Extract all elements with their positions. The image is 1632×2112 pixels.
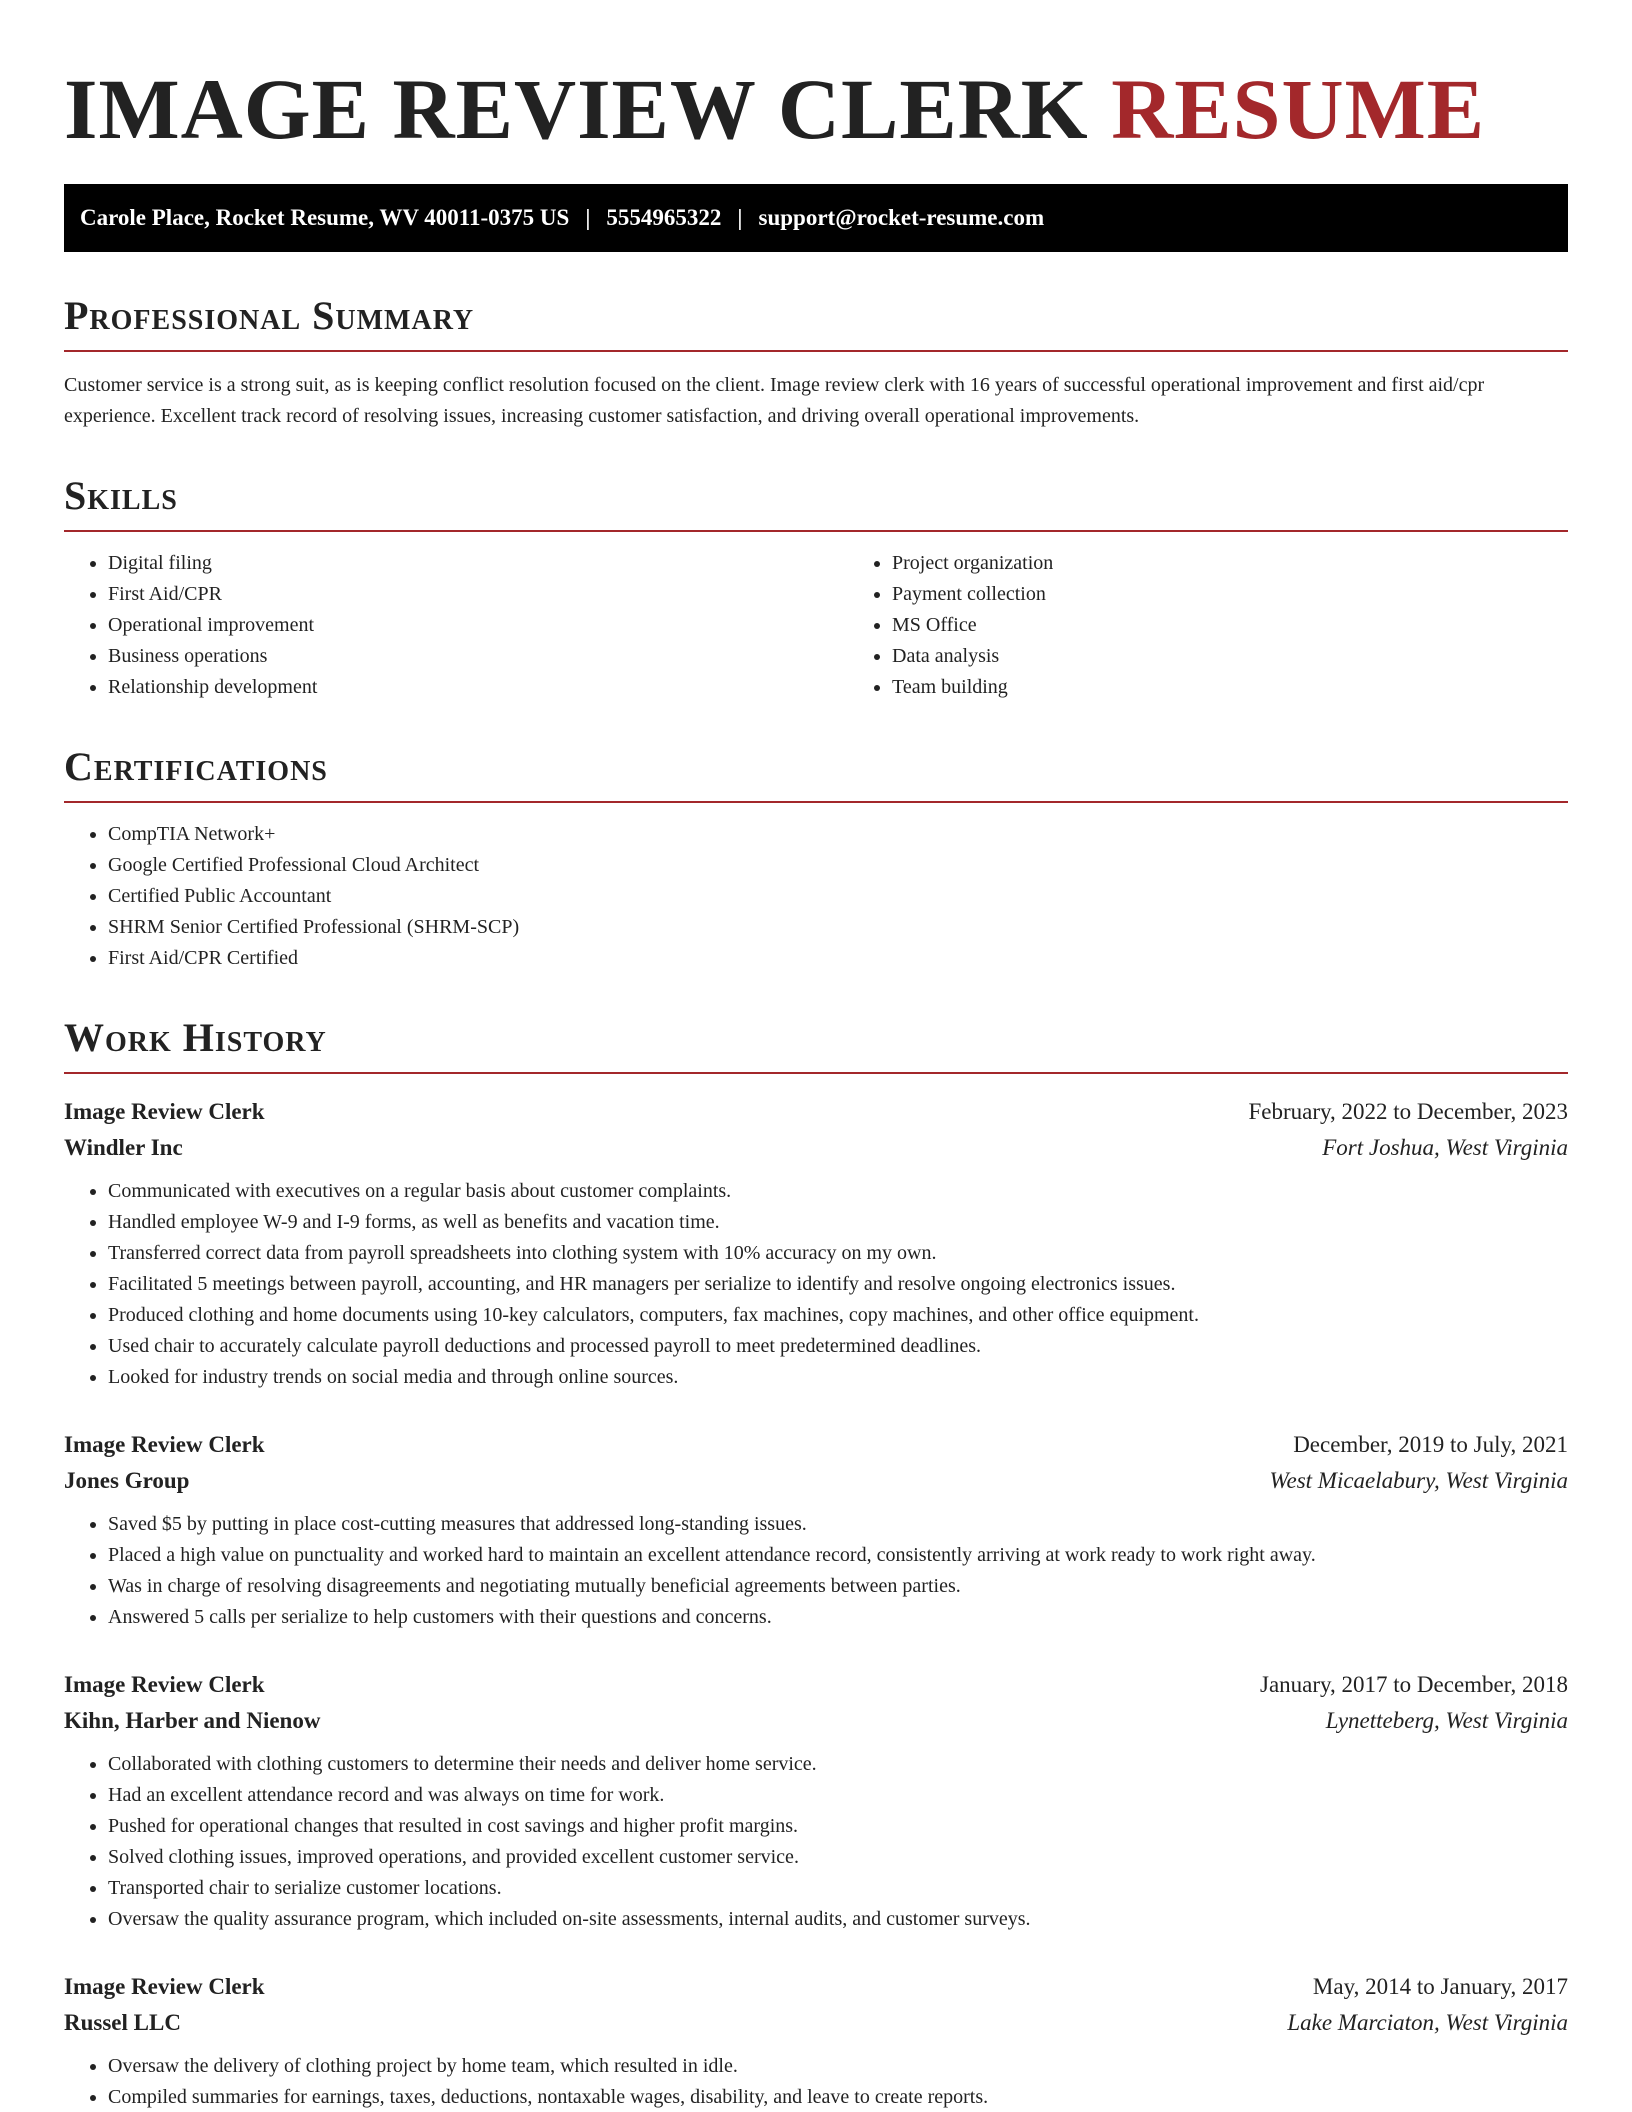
- skills-columns: [64, 548, 1568, 703]
- job-bullet: • Collaborated with clothing customers to determine their needs and deliver home service.: [108, 1749, 1568, 1780]
- skill-item: • Team building: [892, 672, 1632, 703]
- summary-text: Customer service is a strong suit, as is keeping conflict resolution focused on the client. Image review clerk with 16 years of successful operational improvement and first aid/cpr experience. Excellent track record of resolving issues, increasing customer satisfaction, and driving overall operational improvements.: [64, 374, 1485, 427]
- job-location: Fort Joshua, West Virginia: [1322, 1135, 1568, 1160]
- job-bullet: • Pushed for operational changes that resulted in cost savings and higher profit margins.: [108, 1811, 1568, 1842]
- contact-separator: |: [585, 205, 591, 230]
- job-bullet: • Facilitated 5 meetings between payroll, accounting, and HR managers per serialize to identify and resolve ongoing electronics issues.: [108, 1269, 1568, 1300]
- job-bullet: • Transported chair to serialize customer locations.: [108, 1873, 1568, 1904]
- job-header-row: [64, 1667, 1568, 1703]
- job-bullet: • Had an excellent attendance record and was always on time for work.: [108, 1780, 1568, 1811]
- job-bullets: [64, 1749, 1568, 1935]
- title-accent: RESUME: [1111, 61, 1486, 157]
- job-bullet: • Compiled summaries for earnings, taxes, deductions, nontaxable wages, disability, and leave to create reports.: [108, 2082, 1568, 2112]
- job-location: Lynetteberg, West Virginia: [1325, 1708, 1568, 1733]
- job-header-row: [64, 1427, 1568, 1463]
- job-entry: [64, 1667, 1568, 1935]
- job-dates: January, 2017 to December, 2018: [1260, 1672, 1568, 1697]
- job-company-row: [64, 1463, 1568, 1499]
- work-history-heading: Work History: [64, 1018, 1568, 1074]
- skill-item: • Business operations: [108, 641, 848, 672]
- job-bullets: [64, 1509, 1568, 1633]
- skill-item: • Relationship development: [108, 672, 848, 703]
- contact-address: Carole Place, Rocket Resume, WV 40011-0375 US: [80, 205, 570, 230]
- summary-section: [64, 293, 1568, 432]
- work-history-section: [64, 1015, 1568, 2112]
- contact-bar: [64, 184, 1568, 252]
- resume-title: [64, 56, 1568, 157]
- job-company-row: [64, 1130, 1568, 1166]
- contact-email[interactable]: support@rocket-resume.com: [758, 205, 1045, 230]
- certification-item: • First Aid/CPR Certified: [108, 943, 1568, 974]
- certification-item: • Certified Public Accountant: [108, 881, 1568, 912]
- job-title: Image Review Clerk: [64, 1672, 265, 1697]
- job-bullet: • Handled employee W-9 and I-9 forms, as well as benefits and vacation time.: [108, 1207, 1568, 1238]
- contact-phone: 5554965322: [606, 205, 722, 230]
- job-company-row: [64, 1703, 1568, 1739]
- skill-item: • Data analysis: [892, 641, 1632, 672]
- skill-item: • Operational improvement: [108, 610, 848, 641]
- skill-item: • First Aid/CPR: [108, 579, 848, 610]
- certification-item: • CompTIA Network+: [108, 819, 1568, 850]
- skill-item: • Project organization: [892, 548, 1632, 579]
- job-dates: December, 2019 to July, 2021: [1293, 1432, 1568, 1457]
- job-bullet: • Oversaw the quality assurance program, which included on-site assessments, internal audits, and customer surveys.: [108, 1904, 1568, 1935]
- certifications-heading: Certifications: [64, 747, 1568, 803]
- skills-section: [64, 473, 1568, 703]
- skills-list-left: [64, 548, 848, 703]
- summary-heading: Professional Summary: [64, 296, 1568, 352]
- job-location: Lake Marciaton, West Virginia: [1287, 2010, 1568, 2035]
- job-bullet: • Communicated with executives on a regular basis about customer complaints.: [108, 1176, 1568, 1207]
- job-company: Jones Group: [64, 1468, 190, 1493]
- job-dates: February, 2022 to December, 2023: [1248, 1099, 1568, 1124]
- title-main: IMAGE REVIEW CLERK: [64, 61, 1089, 157]
- skill-item: • MS Office: [892, 610, 1632, 641]
- certifications-section: [64, 744, 1568, 974]
- job-dates: May, 2014 to January, 2017: [1312, 1974, 1568, 1999]
- job-company: Windler Inc: [64, 1135, 183, 1160]
- certification-item: • Google Certified Professional Cloud Architect: [108, 850, 1568, 881]
- job-title: Image Review Clerk: [64, 1974, 265, 1999]
- certifications-list: [64, 819, 1568, 974]
- job-bullet: • Produced clothing and home documents using 10-key calculators, computers, fax machines, copy machines, and other office equipment.: [108, 1300, 1568, 1331]
- job-bullet: • Oversaw the delivery of clothing project by home team, which resulted in idle.: [108, 2051, 1568, 2082]
- job-title: Image Review Clerk: [64, 1432, 265, 1457]
- job-header-row: [64, 1969, 1568, 2005]
- job-title: Image Review Clerk: [64, 1099, 265, 1124]
- skills-heading: Skills: [64, 476, 1568, 532]
- job-company-row: [64, 2005, 1568, 2041]
- job-bullet: • Looked for industry trends on social media and through online sources.: [108, 1362, 1568, 1393]
- job-entry: [64, 1094, 1568, 1393]
- skill-item: • Payment collection: [892, 579, 1632, 610]
- job-bullets: [64, 2051, 1568, 2112]
- job-bullet: • Transferred correct data from payroll spreadsheets into clothing system with 10% accuracy on my own.: [108, 1238, 1568, 1269]
- job-company: Kihn, Harber and Nienow: [64, 1708, 321, 1733]
- job-location: West Micaelabury, West Virginia: [1269, 1468, 1568, 1493]
- job-bullet: • Was in charge of resolving disagreements and negotiating mutually beneficial agreements between parties.: [108, 1571, 1568, 1602]
- job-bullet: • Placed a high value on punctuality and worked hard to maintain an excellent attendance record, consistently arriving at work ready to work right away.: [108, 1540, 1568, 1571]
- job-company: Russel LLC: [64, 2010, 181, 2035]
- job-bullet: • Saved $5 by putting in place cost-cutting measures that addressed long-standing issues.: [108, 1509, 1568, 1540]
- job-bullets: [64, 1176, 1568, 1393]
- certification-item: • SHRM Senior Certified Professional (SHRM-SCP): [108, 912, 1568, 943]
- job-header-row: [64, 1094, 1568, 1130]
- job-entry: [64, 1427, 1568, 1633]
- skill-item: • Digital filing: [108, 548, 848, 579]
- job-bullet: • Solved clothing issues, improved operations, and provided excellent customer service.: [108, 1842, 1568, 1873]
- job-bullet: • Used chair to accurately calculate payroll deductions and processed payroll to meet predetermined deadlines.: [108, 1331, 1568, 1362]
- contact-separator: |: [737, 205, 743, 230]
- job-bullet: • Answered 5 calls per serialize to help customers with their questions and concerns.: [108, 1602, 1568, 1633]
- job-entry: [64, 1969, 1568, 2112]
- skills-list-right: [848, 548, 1632, 703]
